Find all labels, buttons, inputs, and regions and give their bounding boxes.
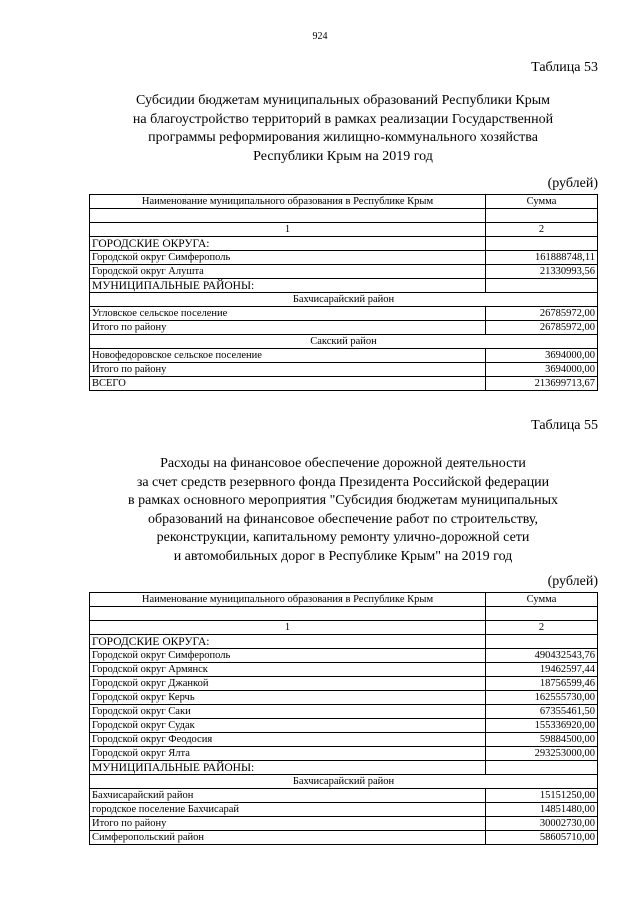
table-53-number: Таблица 53 [531,60,598,75]
page-number: 924 [312,31,328,42]
table-row [90,803,598,817]
row-value: 490432543,76 [486,649,598,663]
row-value: 58605710,00 [486,831,598,845]
row-value: 30002730,00 [486,817,598,831]
row-value: 21330993,56 [486,265,598,279]
row-name: Итого по району [90,321,486,335]
table-row [90,237,598,251]
subtotal-row [90,321,598,335]
table-53-title [90,92,596,166]
table-row [90,691,598,705]
total-row [90,377,598,391]
row-value: 19462597,44 [486,663,598,677]
row-name: Угловское сельское поселение [90,307,486,321]
table-55-title [90,455,596,566]
row-name: Итого по району [90,363,486,377]
header-sum: Сумма [486,593,598,607]
row-name: Городской округ Ялта [90,747,486,761]
row-value: 59884500,00 [486,733,598,747]
table-53-units: (рублей) [547,176,598,191]
row-name: Городской округ Джанкой [90,677,486,691]
row-name: МУНИЦИПАЛЬНЫЕ РАЙОНЫ: [90,279,486,293]
header-sum: Сумма [486,195,598,209]
district-name: Бахчисарайский район [90,293,598,307]
row-value: 161888748,11 [486,251,598,265]
row-name: Бахчисарайский район [90,789,486,803]
table-row [90,635,598,649]
table-row [90,663,598,677]
spacer-row [90,607,598,621]
header-row [90,195,598,209]
table-row [90,677,598,691]
title-line: на благоустройство территорий в рамках реализации Государственной [132,111,554,127]
row-name: городское поселение Бахчисарай [90,803,486,817]
row-name: Новофедоровское сельское поселение [90,349,486,363]
title-line: Субсидии бюджетам муниципальных образований Республики Крым [136,93,550,108]
header-name: Наименование муниципального образования в Республике Крым [90,195,486,209]
spacer-row [90,209,598,223]
row-name: Итого по району [90,817,486,831]
header-name: Наименование муниципального образования в Республике Крым [90,593,486,607]
table-row [90,719,598,733]
row-name: Симферопольский район [90,831,486,845]
subtotal-row [90,363,598,377]
table-row [90,265,598,279]
table-row [90,279,598,293]
table-row [90,349,598,363]
row-name: Городской округ Керчь [90,691,486,705]
title-line: в рамках основного мероприятия "Субсидия бюджетам муниципальных [128,493,558,508]
row-name: ВСЕГО [90,377,486,391]
row-value: 67355461,50 [486,705,598,719]
table-55-number: Таблица 55 [531,418,598,433]
table-row [90,705,598,719]
row-name: Городской округ Саки [90,705,486,719]
row-name: Городской округ Армянск [90,663,486,677]
district-row [90,293,598,307]
row-value: 3694000,00 [486,349,598,363]
row-value: 162555730,00 [486,691,598,705]
table-row [90,733,598,747]
table-row [90,831,598,845]
title-line: программы реформирования жилищно-коммунального хозяйства [148,130,538,145]
table-row [90,251,598,265]
column-number: 1 [90,621,486,635]
title-line: образований на финансовое обеспечение работ по строительству, [147,511,539,527]
district-row [90,335,598,349]
row-value: 14851480,00 [486,803,598,817]
title-line: за счет средств резервного фонда Президента Российской федерации [136,474,550,490]
district-name: Сакский район [90,335,598,349]
row-value: 213699713,67 [486,377,598,391]
row-name: Городской округ Алушта [90,265,486,279]
row-name: ГОРОДСКИЕ ОКРУГА: [90,237,486,251]
row-name: ГОРОДСКИЕ ОКРУГА: [90,635,486,649]
row-value: 293253000,00 [486,747,598,761]
subtotal-row [90,817,598,831]
table-55-units: (рублей) [547,574,598,589]
table-53 [89,194,598,391]
row-name: МУНИЦИПАЛЬНЫЕ РАЙОНЫ: [90,761,486,775]
column-number: 2 [486,621,598,635]
title-line: реконструкции, капитальному ремонту улично-дорожной сети [156,530,530,545]
title-line: и автомобильных дорог в Республике Крым" на 2019 год [173,548,513,564]
title-line: Расходы на финансовое обеспечение дорожной деятельности [160,456,526,471]
table-row [90,307,598,321]
row-value: 26785972,00 [486,307,598,321]
column-number: 2 [486,223,598,237]
table-row [90,747,598,761]
row-name: Городской округ Судак [90,719,486,733]
row-value: 155336920,00 [486,719,598,733]
header-row [90,593,598,607]
district-row [90,775,598,789]
row-name: Городской округ Феодосия [90,733,486,747]
row-value: 18756599,46 [486,677,598,691]
title-line: Республики Крым на 2019 год [253,148,433,164]
row-value: 15151250,00 [486,789,598,803]
table-55 [89,592,598,845]
row-value: 3694000,00 [486,363,598,377]
district-name: Бахчисарайский район [90,775,598,789]
table-row [90,789,598,803]
column-number-row [90,223,598,237]
row-name: Городской округ Симферополь [90,251,486,265]
table-row [90,649,598,663]
table-row [90,761,598,775]
column-number: 1 [90,223,486,237]
column-number-row [90,621,598,635]
row-name: Городской округ Симферополь [90,649,486,663]
row-value: 26785972,00 [486,321,598,335]
